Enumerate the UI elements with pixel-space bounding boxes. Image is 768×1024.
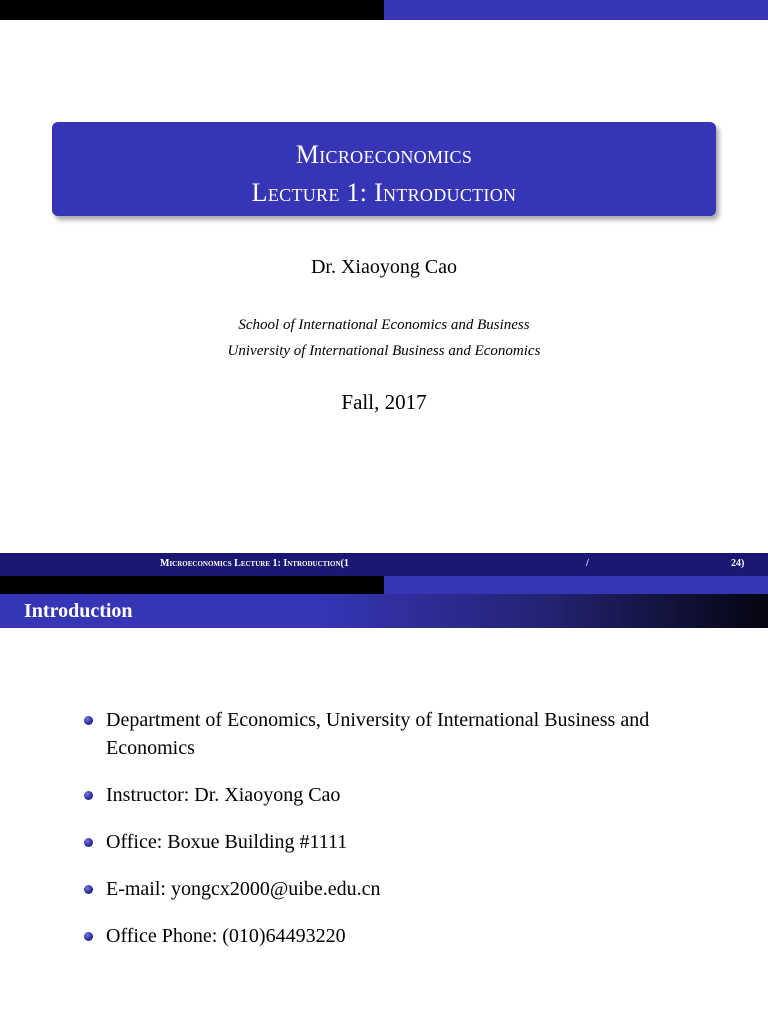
bullet-text: Instructor: Dr. Xiaoyong Cao — [106, 784, 341, 806]
slide-top-bar — [0, 576, 768, 594]
frame-title-bar — [0, 594, 768, 628]
slide-footer — [0, 553, 768, 576]
author-name: Dr. Xiaoyong Cao — [310, 256, 458, 278]
bullet-icon — [84, 838, 93, 847]
title-block — [52, 122, 716, 216]
list-item — [84, 781, 724, 809]
info-bullet-list — [84, 706, 724, 969]
bullet-icon — [84, 716, 93, 725]
presentation-date: Fall, 2017 — [341, 390, 427, 414]
institution-university: University of International Business and Economics — [227, 343, 541, 359]
top-bar-left-segment — [0, 576, 384, 594]
bullet-text: Office: Boxue Building #1111 — [106, 831, 348, 853]
top-bar-left-segment — [0, 0, 384, 20]
bullet-text: Department of Economics, University of International Business and Economics — [106, 709, 650, 759]
institution-block — [0, 312, 768, 364]
bullet-icon — [84, 932, 93, 941]
top-bar-right-segment — [384, 576, 768, 594]
footer-page-total: 24) — [731, 558, 745, 569]
list-item — [84, 828, 724, 856]
footer-page-separator: / — [586, 558, 589, 569]
list-item — [84, 875, 724, 903]
bullet-text: E-mail: yongcx2000@uibe.edu.cn — [106, 878, 381, 900]
institution-school: School of International Economics and Business — [238, 317, 530, 333]
footer-title: Microeconomics Lecture 1: Introduction(1 — [160, 558, 349, 569]
footer-bar — [0, 553, 768, 576]
frame-title: Introduction — [24, 600, 133, 622]
bullet-icon — [84, 885, 93, 894]
presentation-subtitle: Lecture 1: Introduction — [251, 178, 517, 207]
slide-top-bar — [0, 0, 768, 20]
list-item — [84, 706, 724, 762]
presentation-title: Microeconomics — [295, 140, 473, 169]
bullet-text: Office Phone: (010)64493220 — [106, 925, 346, 947]
list-item — [84, 922, 724, 950]
introduction-slide — [0, 576, 768, 1024]
top-bar-right-segment — [384, 0, 768, 20]
bullet-icon — [84, 791, 93, 800]
